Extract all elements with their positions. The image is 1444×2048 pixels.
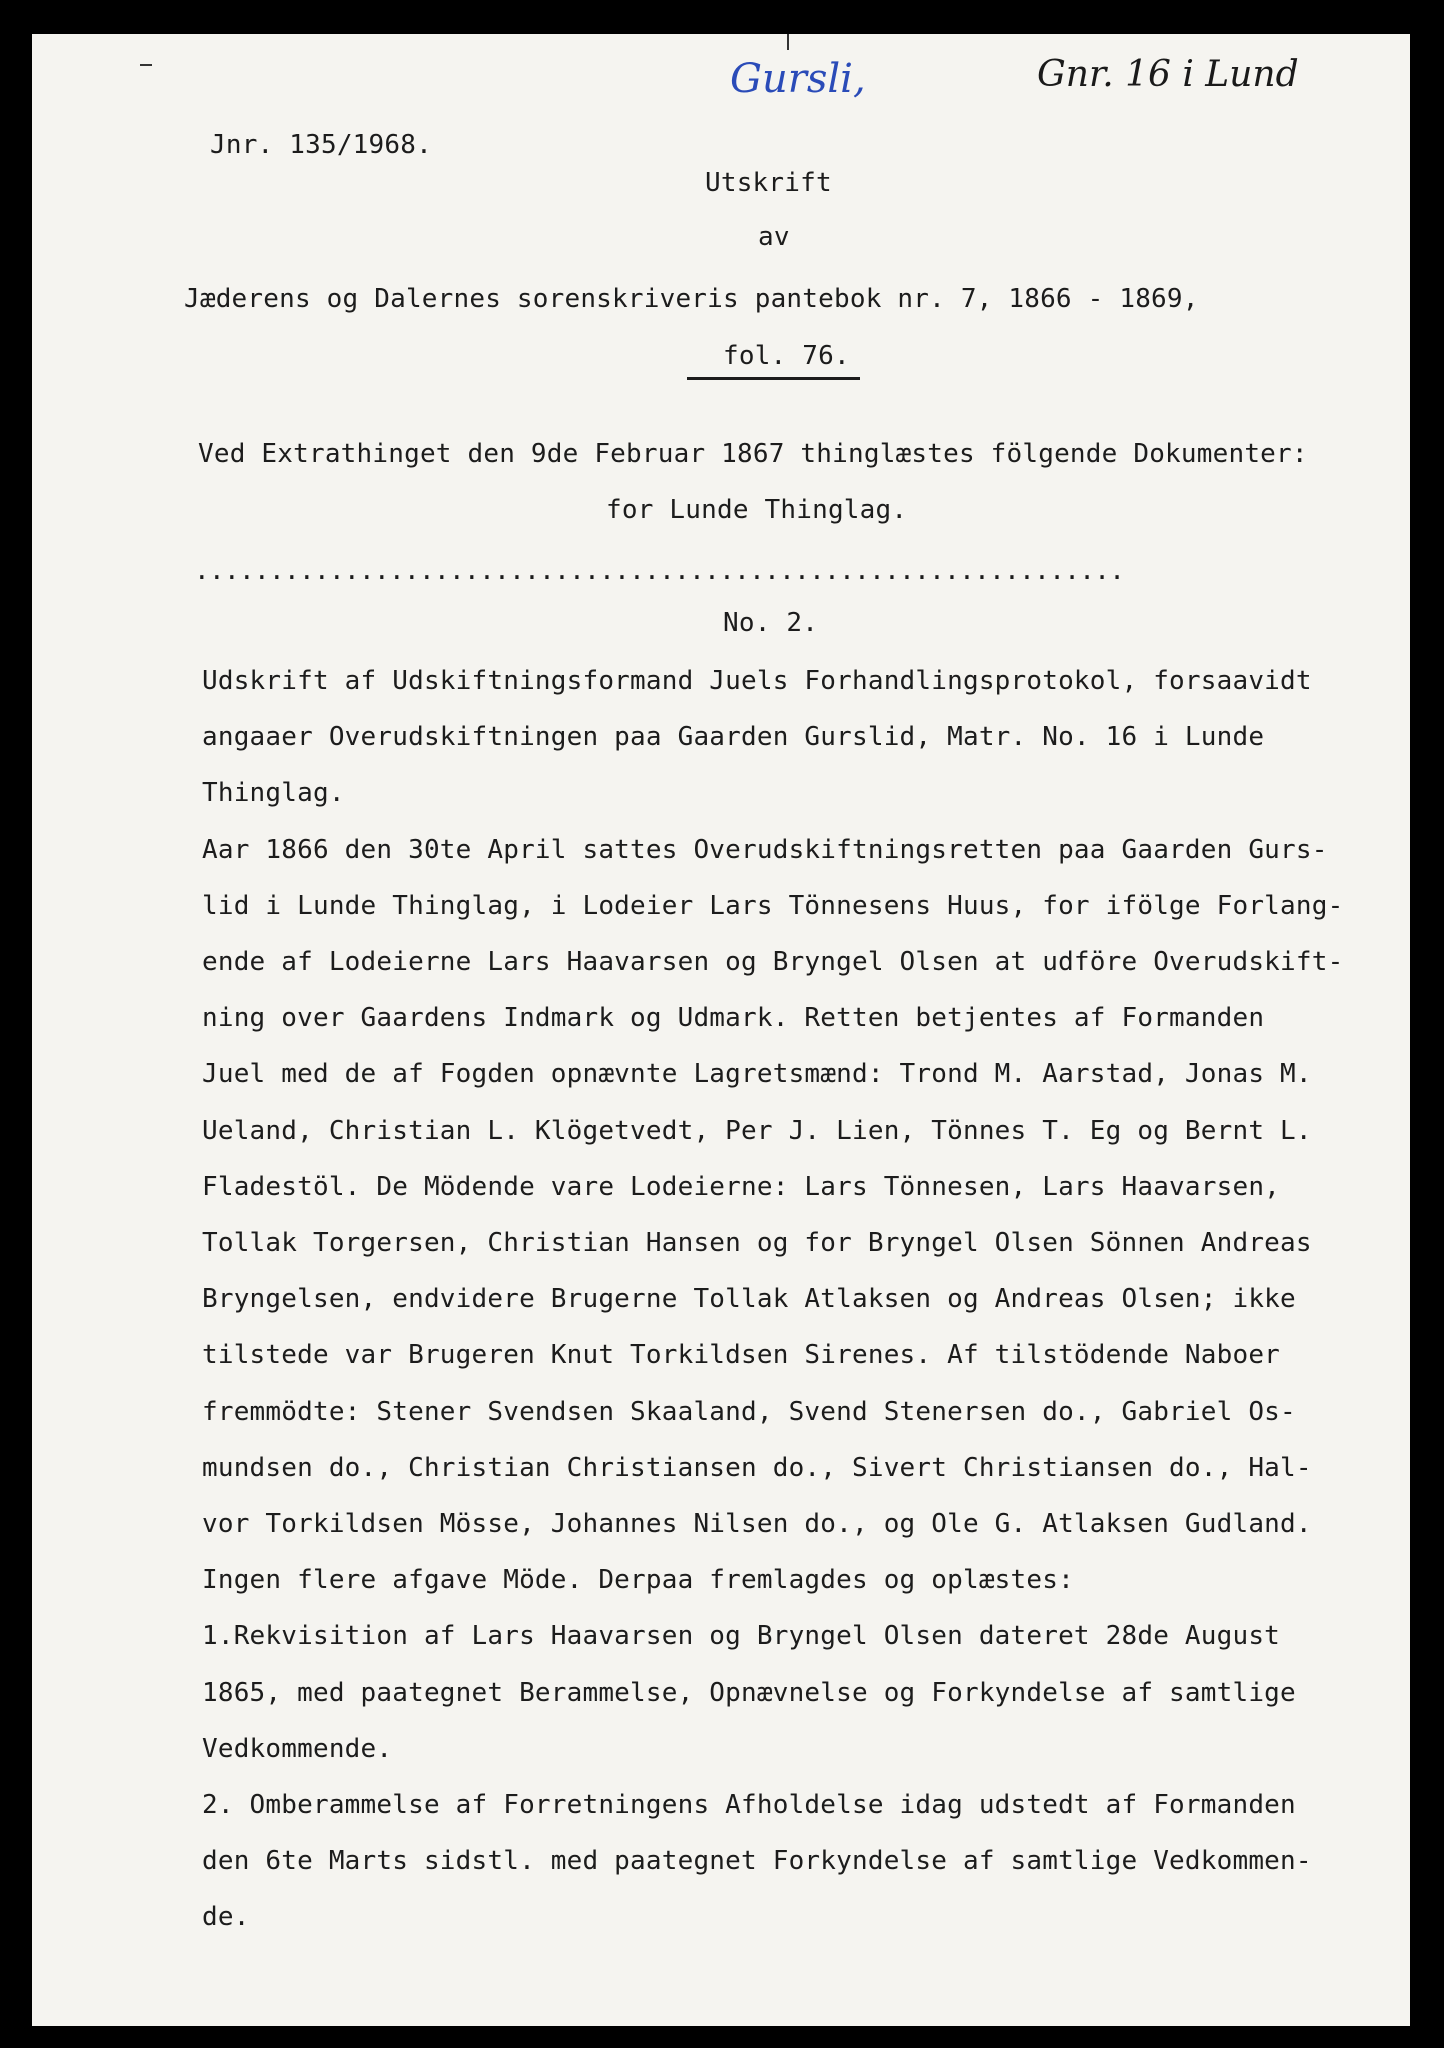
body-line: 1865, med paategnet Berammelse, Opnævnelse og Forkyndelse af samtlige bbox=[202, 1678, 1296, 1708]
body-line: vor Torkildsen Mösse, Johannes Nilsen do., og Ole G. Atlaksen Gudland. bbox=[202, 1509, 1312, 1539]
document-title-av: av bbox=[758, 222, 790, 252]
body-line: de. bbox=[202, 1902, 250, 1932]
body-line: Fladestöl. De Mödende vare Lodeierne: Lars Tönnesen, Lars Haavarsen, bbox=[202, 1172, 1281, 1202]
body-line: Aar 1866 den 30te April sattes Overudskiftningsretten paa Gaarden Gurs- bbox=[202, 835, 1328, 865]
document-title: Utskrift bbox=[705, 168, 832, 198]
intro-line-2: for Lunde Thinglag. bbox=[606, 495, 908, 525]
document-number: No. 2. bbox=[723, 608, 819, 638]
body-line: Thinglag. bbox=[202, 778, 345, 808]
body-line: lid i Lunde Thinglag, i Lodeier Lars Tönnesens Huus, for ifölge Forlang- bbox=[202, 891, 1344, 921]
intro-line-1: Ved Extrathinget den 9de Februar 1867 thinglæstes fölgende Dokumenter: bbox=[198, 439, 1308, 469]
body-line: fremmödte: Stener Svendsen Skaaland, Svend Stenersen do., Gabriel Os- bbox=[202, 1397, 1296, 1427]
dotted-separator: .............................................................. bbox=[194, 556, 1125, 586]
body-line: Ingen flere afgave Möde. Derpaa fremlagdes og oplæstes: bbox=[202, 1565, 1074, 1595]
document-page bbox=[32, 34, 1410, 2026]
body-line: ende af Lodeierne Lars Haavarsen og Bryngel Olsen at udföre Overudskift- bbox=[202, 947, 1344, 977]
handwritten-farm-ref: Gnr. 16 i Lund bbox=[1037, 54, 1299, 95]
body-line: Bryngelsen, endvidere Brugerne Tollak Atlaksen og Andreas Olsen; ikke bbox=[202, 1284, 1296, 1314]
body-line: 2. Omberammelse af Forretningens Afholdelse idag udstedt af Formanden bbox=[202, 1790, 1296, 1820]
punch-mark-top bbox=[787, 34, 789, 50]
folio-underline bbox=[687, 377, 860, 380]
body-line: Tollak Torgersen, Christian Hansen og for Bryngel Olsen Sönnen Andreas bbox=[202, 1228, 1312, 1258]
body-line: mundsen do., Christian Christiansen do., Sivert Christiansen do., Hal- bbox=[202, 1453, 1312, 1483]
body-line: angaaer Overudskiftningen paa Gaarden Gurslid, Matr. No. 16 i Lunde bbox=[202, 722, 1265, 752]
scan-mark-left bbox=[140, 64, 152, 66]
body-line: Ueland, Christian L. Klögetvedt, Per J. Lien, Tönnes T. Eg og Bernt L. bbox=[202, 1116, 1312, 1146]
folio-number: fol. 76. bbox=[723, 341, 850, 371]
body-line: den 6te Marts sidstl. med paategnet Forkyndelse af samtlige Vedkommen- bbox=[202, 1846, 1312, 1876]
body-line: 1.Rekvisition af Lars Haavarsen og Bryngel Olsen dateret 28de August bbox=[202, 1621, 1281, 1651]
source-register: Jæderens og Dalernes sorenskriveris pantebok nr. 7, 1866 - 1869, bbox=[184, 284, 1199, 314]
handwritten-place-name: Gursli, bbox=[730, 56, 866, 102]
journal-number: Jnr. 135/1968. bbox=[210, 130, 432, 160]
body-line: Vedkommende. bbox=[202, 1734, 393, 1764]
body-line: tilstede var Brugeren Knut Torkildsen Sirenes. Af tilstödende Naboer bbox=[202, 1340, 1281, 1370]
body-line: ning over Gaardens Indmark og Udmark. Retten betjentes af Formanden bbox=[202, 1003, 1265, 1033]
body-line: Juel med de af Fogden opnævnte Lagretsmænd: Trond M. Aarstad, Jonas M. bbox=[202, 1059, 1312, 1089]
body-line: Udskrift af Udskiftningsformand Juels Forhandlingsprotokol, forsaavidt bbox=[202, 666, 1312, 696]
